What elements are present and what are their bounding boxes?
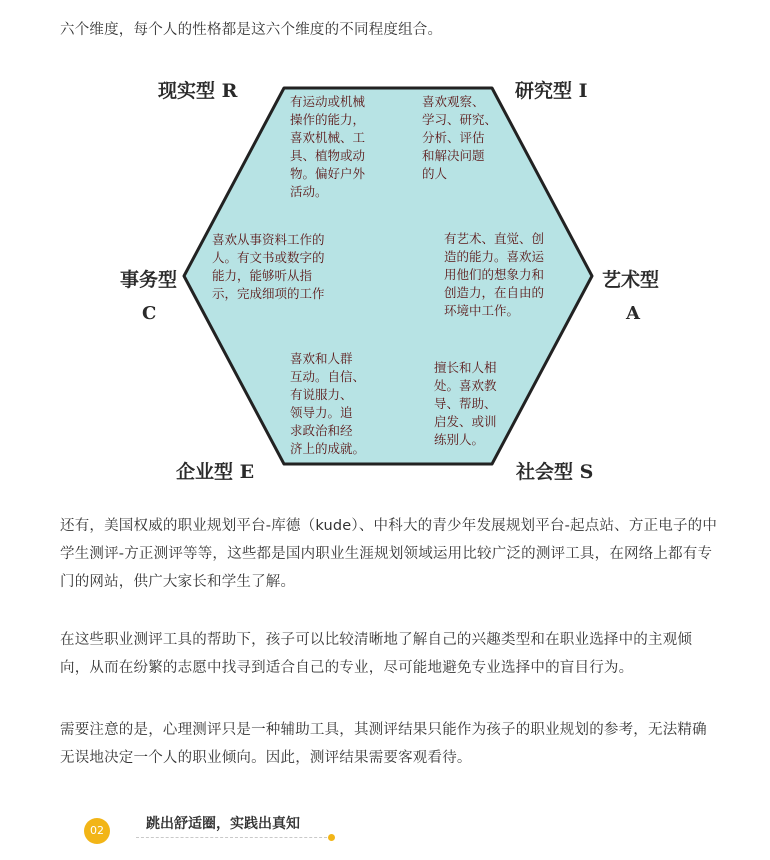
label-social: 社会型 S bbox=[516, 461, 594, 483]
paragraph-assessment-benefits: 在这些职业测评工具的帮助下，孩子可以比较清晰地了解自己的兴趣类型和在职业选择中的主观倾向，从而在纷繁的志愿中找寻到适合自己的专业，尽可能地避免专业选择中的盲目行为。 bbox=[60, 632, 693, 676]
section-title: 跳出舒适圈，实践出真知 bbox=[146, 816, 300, 832]
section-heading bbox=[84, 810, 364, 850]
section-dot bbox=[328, 834, 335, 841]
section-underline bbox=[136, 837, 332, 838]
section-number-badge: 02 bbox=[84, 818, 110, 844]
desc-conventional: 喜欢从事资料工作的 人。有文书或数字的 能力，能够听从指 示，完成细项的工作 bbox=[212, 232, 325, 301]
paragraph-assessment-platforms: 还有，美国权威的职业规划平台-库德（kude）、中科大的青少年发展规划平台-起点站、方正电子的中学生测评-方正测评等等，这些都是国内职业生涯规划领域运用比较广泛的测评工具，在网络上都有专门的网站，供广大家长和学生了解。 bbox=[60, 518, 718, 590]
desc-investigative: 喜欢观察、 学习、研究、 分析、评估 和解决问题 的人 bbox=[422, 94, 498, 181]
label-investigative: 研究型 I bbox=[515, 80, 588, 102]
label-enterprising: 企业型 E bbox=[176, 461, 255, 483]
desc-social: 擅长和人相 处。喜欢教 导、帮助、 启发、或训 练别人。 bbox=[434, 360, 497, 447]
label-realistic: 现实型 R bbox=[158, 80, 238, 102]
label-artistic: 艺术型 bbox=[602, 269, 660, 291]
desc-artistic: 有艺术、直觉、创 造的能力。喜欢运 用他们的想象力和 创造力，在自由的 环境中工作。 bbox=[444, 231, 545, 318]
desc-enterprising: 喜欢和人群 互动。自信、 有说服力、 领导力。追 求政治和经 济上的成就。 bbox=[290, 351, 366, 456]
letter-conventional: C bbox=[142, 303, 157, 324]
holland-hexagon-figure bbox=[100, 66, 700, 486]
desc-realistic: 有运动或机械 操作的能力， 喜欢机械、工 具、植物或动 物。偏好户外 活动。 bbox=[290, 94, 366, 199]
label-conventional: 事务型 bbox=[120, 269, 178, 291]
letter-artistic: A bbox=[626, 303, 640, 324]
paragraph-assessment-caution: 需要注意的是，心理测评只是一种辅助工具，其测评结果只能作为孩子的职业规划的参考，无法精确无误地决定一个人的职业倾向。因此，测评结果需要客观看待。 bbox=[60, 722, 707, 766]
intro-paragraph: 六个维度，每个人的性格都是这六个维度的不同程度组合。 bbox=[60, 22, 443, 38]
